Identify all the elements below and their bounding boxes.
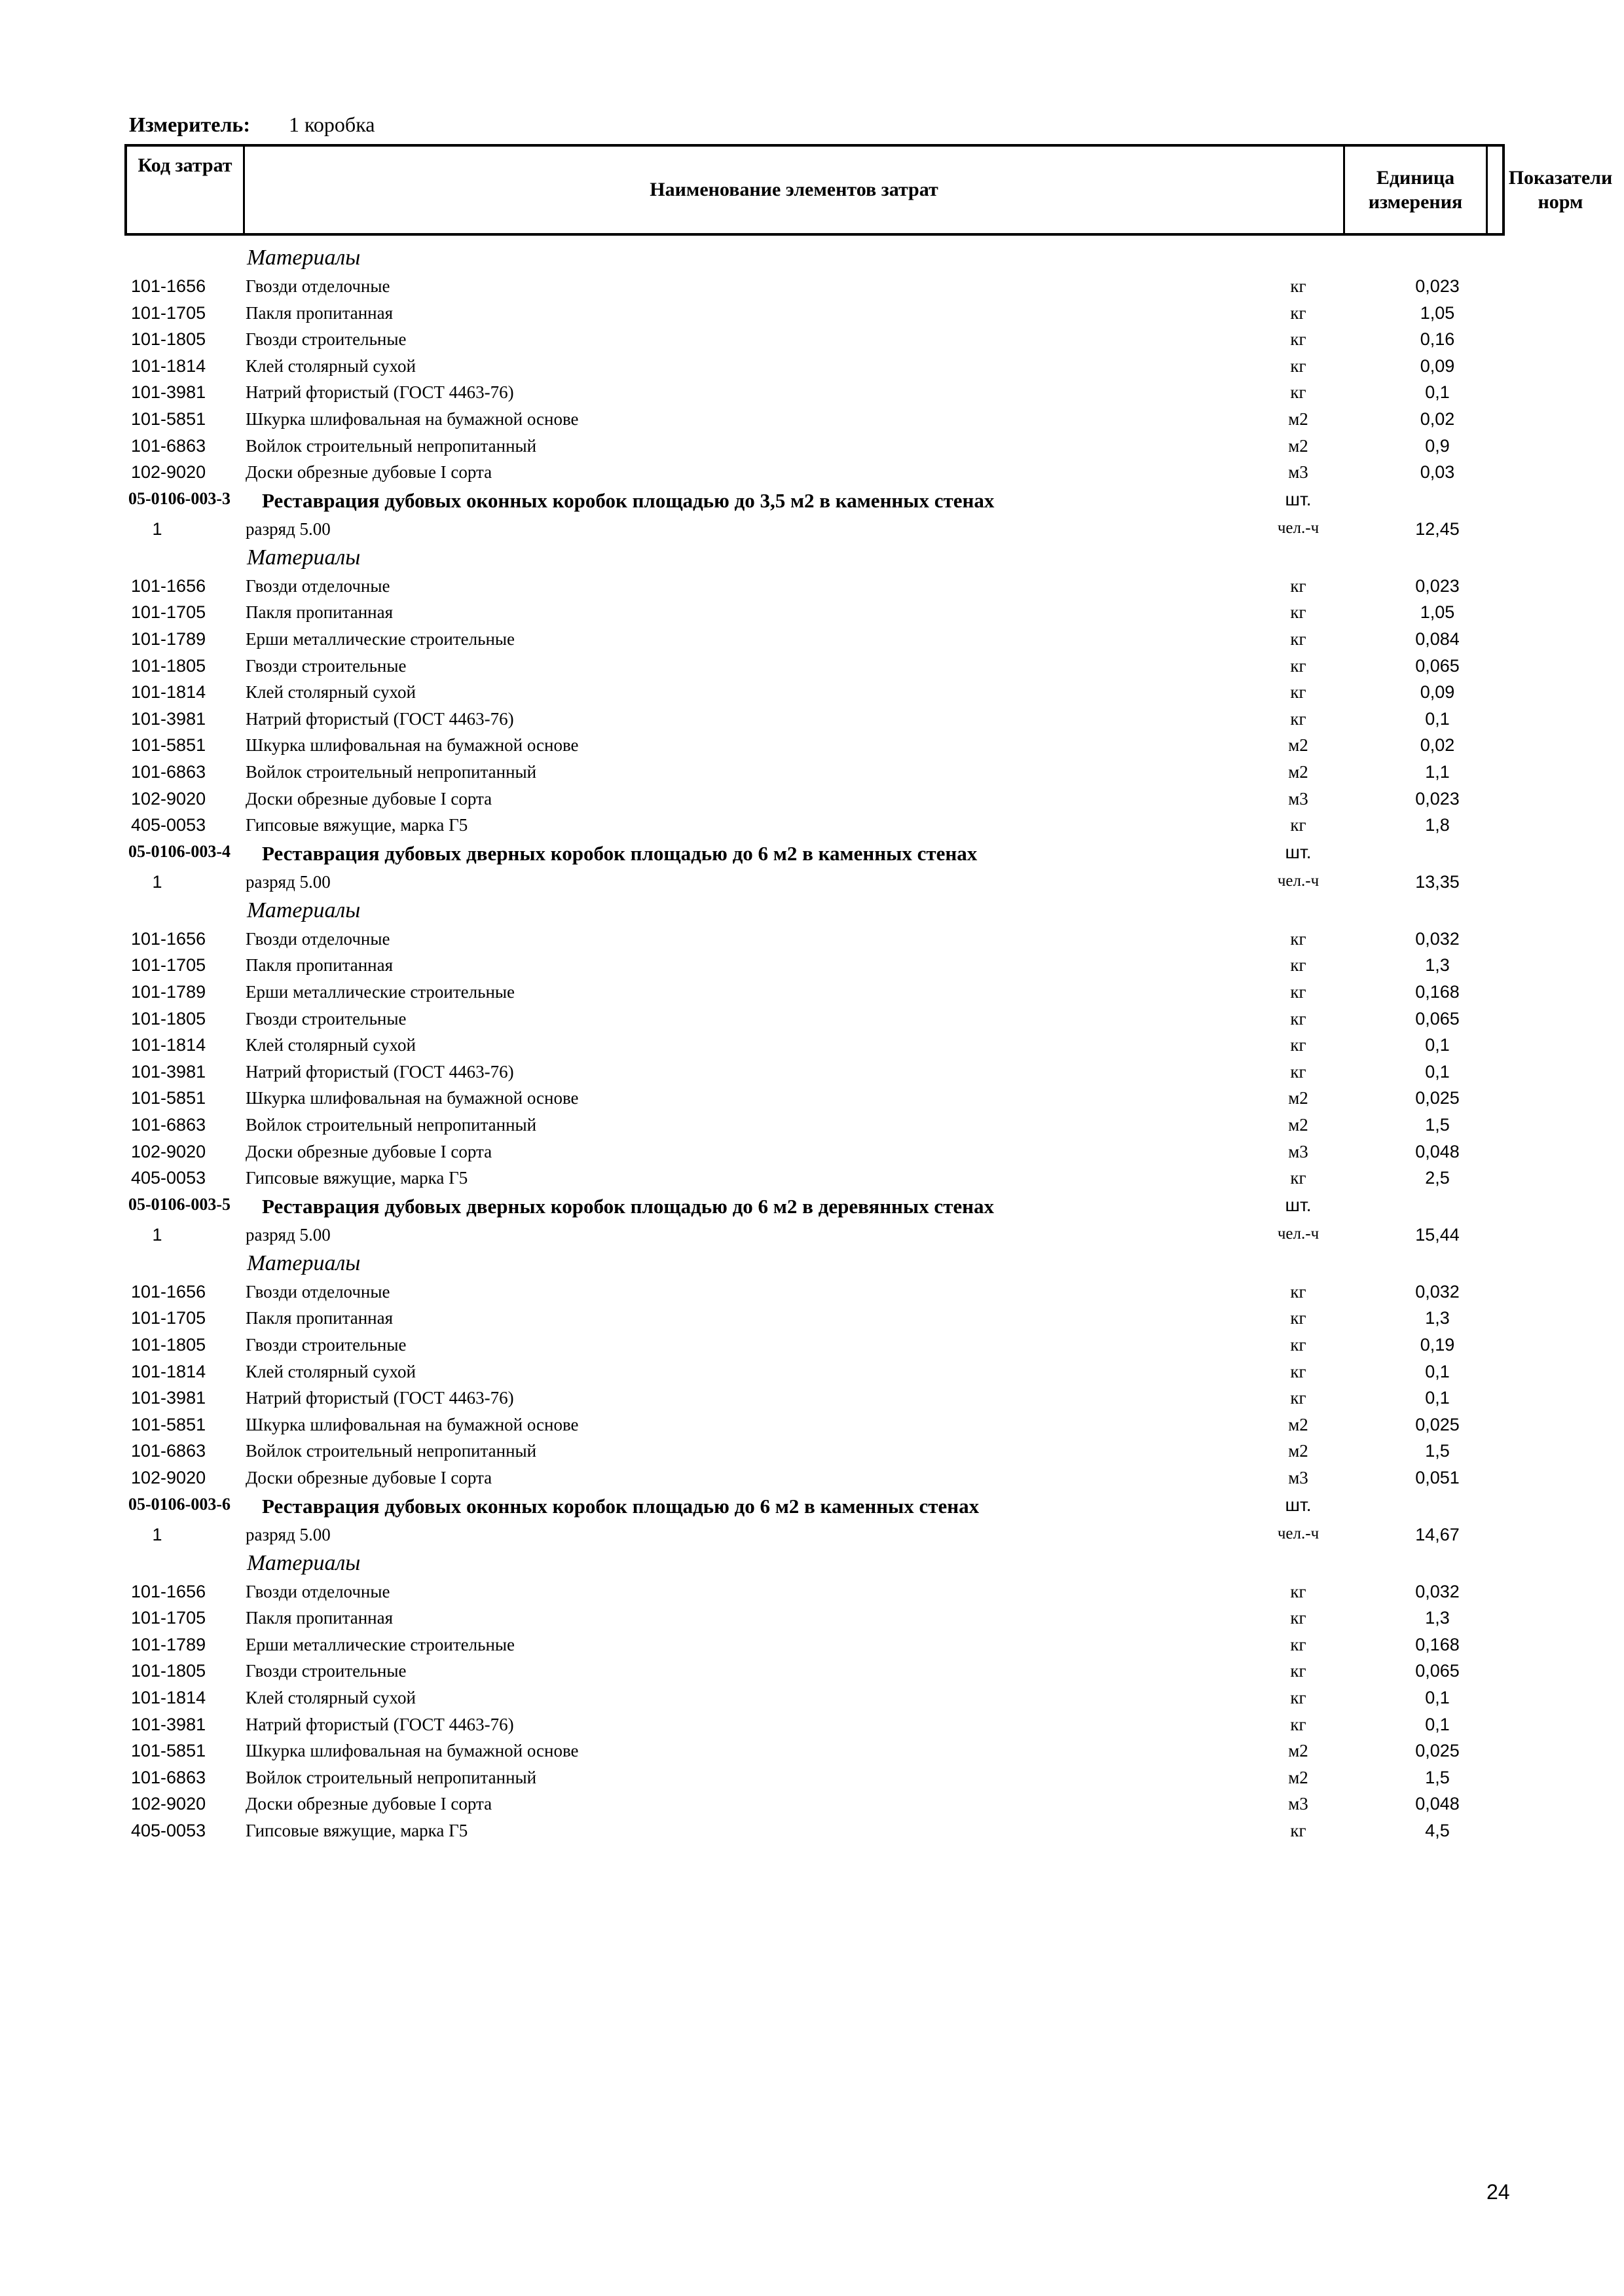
material-name: Войлок строительный непропитанный xyxy=(246,435,537,456)
material-unit: кг xyxy=(1290,329,1306,350)
estimate-code: 05-0106-003-6 xyxy=(128,1494,231,1514)
material-code: 101-1705 xyxy=(131,602,206,623)
material-value: 0,1 xyxy=(1425,1061,1450,1082)
estimate-code: 05-0106-003-4 xyxy=(128,841,231,861)
header-code: Код затрат xyxy=(127,147,245,233)
material-unit: кг xyxy=(1290,1168,1306,1188)
material-name: Гипсовые вяжущие, марка Г5 xyxy=(246,1168,468,1188)
material-code: 102-9020 xyxy=(131,462,206,483)
material-value: 0,065 xyxy=(1415,1008,1460,1029)
material-value: 0,1 xyxy=(1425,382,1450,403)
material-value: 0,09 xyxy=(1420,682,1455,702)
material-row xyxy=(0,1635,1624,1661)
material-code: 101-6863 xyxy=(131,1767,206,1787)
material-row xyxy=(0,1282,1624,1308)
material-name: Ерши металлические строительные xyxy=(246,1634,515,1654)
materials-section-title: Материалы xyxy=(247,1250,361,1275)
material-unit: м3 xyxy=(1288,1141,1308,1161)
estimate-title: Реставрация дубовых дверных коробок площадью до 6 м2 в каменных стенах xyxy=(262,841,978,865)
material-code: 102-9020 xyxy=(131,788,206,809)
material-name: Ерши металлические строительные xyxy=(246,982,515,1002)
material-code: 101-1814 xyxy=(131,1361,206,1381)
estimate-unit: шт. xyxy=(1285,488,1312,509)
material-row xyxy=(0,276,1624,302)
meter-label: Измеритель: xyxy=(129,113,250,136)
material-code: 101-5851 xyxy=(131,1741,206,1761)
material-name: Клей столярный сухой xyxy=(246,1361,416,1381)
material-row xyxy=(0,356,1624,382)
material-value: 0,1 xyxy=(1425,708,1450,729)
material-unit: кг xyxy=(1290,708,1306,729)
header-unit-line2: измерения xyxy=(1368,191,1463,213)
material-row xyxy=(0,1688,1624,1714)
estimate-title: Реставрация дубовых дверных коробок площадью до 6 м2 в деревянных стенах xyxy=(262,1194,994,1218)
material-name: Шкурка шлифовальная на бумажной основе xyxy=(246,1741,579,1761)
worker-row xyxy=(0,872,1624,898)
material-name: Пакля пропитанная xyxy=(246,302,394,323)
material-value: 1,3 xyxy=(1425,1308,1450,1328)
estimate-code: 05-0106-003-3 xyxy=(128,488,231,508)
material-value: 0,9 xyxy=(1425,435,1450,456)
material-name: Натрий фтористый (ГОСТ 4463-76) xyxy=(246,1714,514,1734)
material-unit: кг xyxy=(1290,1608,1306,1628)
material-name: Гвозди отделочные xyxy=(246,575,390,596)
material-unit: кг xyxy=(1290,982,1306,1002)
material-unit: кг xyxy=(1290,302,1306,323)
material-name: Войлок строительный непропитанный xyxy=(246,1441,537,1461)
material-value: 1,1 xyxy=(1425,762,1450,782)
material-code: 101-6863 xyxy=(131,1115,206,1135)
material-code: 102-9020 xyxy=(131,1794,206,1814)
material-code: 101-5851 xyxy=(131,409,206,429)
materials-section-title: Материалы xyxy=(247,1550,361,1575)
material-code: 102-9020 xyxy=(131,1141,206,1161)
material-unit: м2 xyxy=(1288,409,1308,429)
estimate-unit: шт. xyxy=(1285,841,1312,862)
material-code: 101-1656 xyxy=(131,928,206,949)
material-unit: м2 xyxy=(1288,1088,1308,1108)
material-row xyxy=(0,1168,1624,1194)
estimate-unit: шт. xyxy=(1285,1194,1312,1215)
material-value: 0,1 xyxy=(1425,1388,1450,1408)
material-code: 101-3981 xyxy=(131,1061,206,1082)
material-row xyxy=(0,1715,1624,1741)
material-name: Гвозди строительные xyxy=(246,1008,407,1029)
material-code: 101-1705 xyxy=(131,1308,206,1328)
material-value: 1,3 xyxy=(1425,1608,1450,1628)
material-row xyxy=(0,735,1624,761)
material-row xyxy=(0,762,1624,788)
material-code: 101-1789 xyxy=(131,982,206,1002)
material-code: 101-1656 xyxy=(131,575,206,596)
material-row xyxy=(0,1794,1624,1820)
estimate-row xyxy=(0,489,1624,515)
material-unit: м2 xyxy=(1288,1741,1308,1761)
worker-value: 14,67 xyxy=(1415,1524,1460,1544)
material-row xyxy=(0,602,1624,629)
worker-value: 13,35 xyxy=(1415,871,1460,892)
material-name: Доски обрезные дубовые I сорта xyxy=(246,1794,492,1814)
meter-value: 1 коробка xyxy=(289,113,375,136)
material-value: 0,1 xyxy=(1425,1688,1450,1707)
material-unit: м3 xyxy=(1288,1794,1308,1814)
material-code: 101-1656 xyxy=(131,276,206,296)
material-name: Натрий фтористый (ГОСТ 4463-76) xyxy=(246,1061,514,1082)
material-code: 101-1805 xyxy=(131,329,206,350)
worker-unit: чел.-ч xyxy=(1277,519,1320,537)
material-row xyxy=(0,1821,1624,1847)
material-name: Клей столярный сухой xyxy=(246,1035,416,1055)
material-unit: м2 xyxy=(1288,435,1308,456)
material-code: 101-5851 xyxy=(131,735,206,756)
material-value: 0,168 xyxy=(1415,1634,1460,1654)
material-row xyxy=(0,1582,1624,1608)
material-unit: м2 xyxy=(1288,1441,1308,1461)
material-row xyxy=(0,1768,1624,1794)
material-value: 0,03 xyxy=(1420,462,1455,483)
material-code: 101-1705 xyxy=(131,302,206,323)
material-name: Шкурка шлифовальная на бумажной основе xyxy=(246,1088,579,1108)
material-code: 101-6863 xyxy=(131,1441,206,1461)
worker-code: 1 xyxy=(152,871,162,892)
page-number: 24 xyxy=(1486,2180,1510,2204)
material-unit: кг xyxy=(1290,928,1306,949)
material-name: Ерши металлические строительные xyxy=(246,629,515,649)
material-unit: м2 xyxy=(1288,735,1308,756)
worker-code: 1 xyxy=(152,1224,162,1245)
material-code: 101-3981 xyxy=(131,708,206,729)
material-row xyxy=(0,789,1624,815)
material-name: Гвозди отделочные xyxy=(246,1281,390,1302)
material-value: 0,19 xyxy=(1420,1335,1455,1355)
material-code: 101-5851 xyxy=(131,1088,206,1108)
material-row xyxy=(0,656,1624,682)
material-unit: кг xyxy=(1290,1035,1306,1055)
header-unit xyxy=(1345,147,1488,233)
material-value: 1,5 xyxy=(1425,1767,1450,1787)
material-code: 101-1814 xyxy=(131,1688,206,1707)
material-value: 0,048 xyxy=(1415,1141,1460,1161)
material-name: Шкурка шлифовальная на бумажной основе xyxy=(246,735,579,756)
material-row xyxy=(0,409,1624,435)
material-unit: кг xyxy=(1290,382,1306,403)
worker-grade: разряд 5.00 xyxy=(246,1224,331,1245)
worker-grade: разряд 5.00 xyxy=(246,871,331,892)
material-name: Войлок строительный непропитанный xyxy=(246,1115,537,1135)
material-unit: кг xyxy=(1290,1335,1306,1355)
material-value: 0,02 xyxy=(1420,735,1455,756)
worker-value: 12,45 xyxy=(1415,519,1460,539)
material-unit: кг xyxy=(1290,355,1306,376)
worker-unit: чел.-ч xyxy=(1277,1524,1320,1542)
material-row xyxy=(0,1468,1624,1494)
material-unit: м3 xyxy=(1288,462,1308,483)
estimate-row xyxy=(0,1195,1624,1221)
material-name: Гвозди отделочные xyxy=(246,276,390,296)
material-row xyxy=(0,629,1624,655)
material-name: Пакля пропитанная xyxy=(246,1308,394,1328)
material-name: Пакля пропитанная xyxy=(246,1608,394,1628)
header-norm-line1: Показатели xyxy=(1508,166,1613,189)
material-value: 1,5 xyxy=(1425,1441,1450,1461)
material-name: Доски обрезные дубовые I сорта xyxy=(246,788,492,809)
material-code: 101-1814 xyxy=(131,1035,206,1055)
material-value: 0,1 xyxy=(1425,1714,1450,1734)
material-name: Пакля пропитанная xyxy=(246,955,394,975)
material-code: 101-1789 xyxy=(131,1634,206,1654)
material-code: 101-1705 xyxy=(131,955,206,975)
estimate-row xyxy=(0,842,1624,868)
material-unit: кг xyxy=(1290,276,1306,296)
material-name: Шкурка шлифовальная на бумажной основе xyxy=(246,1414,579,1434)
material-row xyxy=(0,1088,1624,1114)
material-unit: кг xyxy=(1290,815,1306,835)
worker-value: 15,44 xyxy=(1415,1224,1460,1245)
material-row xyxy=(0,1608,1624,1634)
material-row xyxy=(0,709,1624,735)
worker-code: 1 xyxy=(152,519,162,539)
material-code: 101-3981 xyxy=(131,1388,206,1408)
material-code: 101-3981 xyxy=(131,1714,206,1734)
material-row xyxy=(0,382,1624,409)
material-unit: кг xyxy=(1290,1581,1306,1601)
material-row xyxy=(0,576,1624,602)
material-row xyxy=(0,462,1624,488)
material-name: Натрий фтористый (ГОСТ 4463-76) xyxy=(246,1388,514,1408)
material-value: 1,8 xyxy=(1425,815,1450,835)
material-value: 0,1 xyxy=(1425,1035,1450,1055)
material-code: 101-6863 xyxy=(131,435,206,456)
material-row xyxy=(0,1661,1624,1687)
material-row xyxy=(0,682,1624,708)
material-value: 0,023 xyxy=(1415,788,1460,809)
material-row xyxy=(0,1115,1624,1141)
material-unit: кг xyxy=(1290,655,1306,676)
worker-row xyxy=(0,1225,1624,1251)
material-code: 101-1814 xyxy=(131,355,206,376)
material-value: 0,168 xyxy=(1415,982,1460,1002)
worker-grade: разряд 5.00 xyxy=(246,1524,331,1544)
material-unit: м2 xyxy=(1288,762,1308,782)
material-name: Шкурка шлифовальная на бумажной основе xyxy=(246,409,579,429)
material-code: 101-1814 xyxy=(131,682,206,702)
material-value: 0,025 xyxy=(1415,1741,1460,1761)
material-name: Войлок строительный непропитанный xyxy=(246,762,537,782)
material-code: 405-0053 xyxy=(131,1168,206,1188)
material-value: 1,05 xyxy=(1420,302,1455,323)
material-row xyxy=(0,1441,1624,1467)
material-row xyxy=(0,1308,1624,1334)
material-row xyxy=(0,982,1624,1008)
material-name: Доски обрезные дубовые I сорта xyxy=(246,1468,492,1487)
material-name: Гипсовые вяжущие, марка Г5 xyxy=(246,815,468,835)
material-name: Гвозди отделочные xyxy=(246,928,390,949)
worker-grade: разряд 5.00 xyxy=(246,519,331,539)
material-code: 101-1656 xyxy=(131,1281,206,1302)
material-value: 0,02 xyxy=(1420,409,1455,429)
material-value: 0,084 xyxy=(1415,629,1460,649)
estimate-title: Реставрация дубовых оконных коробок площадью до 6 м2 в каменных стенах xyxy=(262,1494,980,1518)
material-value: 0,032 xyxy=(1415,928,1460,949)
material-row xyxy=(0,955,1624,981)
material-name: Клей столярный сухой xyxy=(246,1688,416,1707)
material-row xyxy=(0,303,1624,329)
material-code: 101-1805 xyxy=(131,1008,206,1029)
material-row xyxy=(0,1062,1624,1088)
material-value: 0,023 xyxy=(1415,276,1460,296)
materials-section-title: Материалы xyxy=(247,545,361,570)
material-unit: кг xyxy=(1290,682,1306,702)
material-code: 101-1705 xyxy=(131,1608,206,1628)
material-row xyxy=(0,1741,1624,1767)
material-value: 2,5 xyxy=(1425,1168,1450,1188)
material-unit: кг xyxy=(1290,1361,1306,1381)
material-value: 0,032 xyxy=(1415,1281,1460,1302)
material-unit: м3 xyxy=(1288,788,1308,809)
material-row xyxy=(0,1142,1624,1168)
material-unit: м2 xyxy=(1288,1414,1308,1434)
material-code: 101-1789 xyxy=(131,629,206,649)
material-unit: м2 xyxy=(1288,1767,1308,1787)
material-name: Доски обрезные дубовые I сорта xyxy=(246,1141,492,1161)
material-unit: кг xyxy=(1290,629,1306,649)
material-unit: кг xyxy=(1290,602,1306,623)
material-code: 405-0053 xyxy=(131,1821,206,1840)
material-code: 101-5851 xyxy=(131,1414,206,1434)
material-value: 0,065 xyxy=(1415,1661,1460,1681)
material-name: Натрий фтористый (ГОСТ 4463-76) xyxy=(246,382,514,403)
material-name: Доски обрезные дубовые I сорта xyxy=(246,462,492,483)
material-value: 0,025 xyxy=(1415,1414,1460,1434)
material-name: Пакля пропитанная xyxy=(246,602,394,623)
material-value: 0,065 xyxy=(1415,655,1460,676)
material-unit: кг xyxy=(1290,1634,1306,1654)
material-name: Гвозди строительные xyxy=(246,1661,407,1681)
material-unit: м3 xyxy=(1288,1468,1308,1487)
material-code: 405-0053 xyxy=(131,815,206,835)
material-unit: кг xyxy=(1290,1308,1306,1328)
table-header xyxy=(124,144,1613,236)
material-value: 0,048 xyxy=(1415,1794,1460,1814)
material-row xyxy=(0,1335,1624,1361)
material-name: Клей столярный сухой xyxy=(246,682,416,702)
header-norm xyxy=(1488,147,1624,233)
material-unit: кг xyxy=(1290,1714,1306,1734)
material-row xyxy=(0,1388,1624,1414)
material-code: 101-1805 xyxy=(131,1661,206,1681)
worker-code: 1 xyxy=(152,1524,162,1544)
material-value: 0,051 xyxy=(1415,1468,1460,1487)
material-name: Войлок строительный непропитанный xyxy=(246,1767,537,1787)
material-row xyxy=(0,1035,1624,1061)
material-unit: кг xyxy=(1290,955,1306,975)
estimate-code: 05-0106-003-5 xyxy=(128,1194,231,1214)
material-value: 1,3 xyxy=(1425,955,1450,975)
material-value: 0,032 xyxy=(1415,1581,1460,1601)
material-unit: кг xyxy=(1290,1281,1306,1302)
material-unit: кг xyxy=(1290,1008,1306,1029)
material-value: 0,1 xyxy=(1425,1361,1450,1381)
material-unit: м2 xyxy=(1288,1115,1308,1135)
material-code: 101-1805 xyxy=(131,655,206,676)
material-name: Клей столярный сухой xyxy=(246,355,416,376)
material-name: Гвозди строительные xyxy=(246,1335,407,1355)
material-name: Гипсовые вяжущие, марка Г5 xyxy=(246,1821,468,1840)
material-value: 0,025 xyxy=(1415,1088,1460,1108)
estimate-row xyxy=(0,1495,1624,1521)
material-value: 4,5 xyxy=(1425,1821,1450,1840)
material-unit: кг xyxy=(1290,1821,1306,1840)
worker-row xyxy=(0,519,1624,545)
material-row xyxy=(0,1415,1624,1441)
material-code: 101-1656 xyxy=(131,1581,206,1601)
material-value: 1,05 xyxy=(1420,602,1455,623)
worker-unit: чел.-ч xyxy=(1277,871,1320,890)
estimate-title: Реставрация дубовых оконных коробок площадью до 3,5 м2 в каменных стенах xyxy=(262,488,995,512)
material-name: Натрий фтористый (ГОСТ 4463-76) xyxy=(246,708,514,729)
material-row xyxy=(0,1362,1624,1388)
materials-section-title: Материалы xyxy=(247,246,361,270)
material-row xyxy=(0,815,1624,841)
material-name: Гвозди строительные xyxy=(246,655,407,676)
estimate-unit: шт. xyxy=(1285,1494,1312,1515)
worker-unit: чел.-ч xyxy=(1277,1224,1320,1243)
header-name: Наименование элементов затрат xyxy=(245,147,1345,233)
material-unit: кг xyxy=(1290,1661,1306,1681)
material-row xyxy=(0,329,1624,355)
material-value: 0,023 xyxy=(1415,575,1460,596)
material-value: 0,09 xyxy=(1420,355,1455,376)
material-row xyxy=(0,436,1624,462)
material-unit: кг xyxy=(1290,575,1306,596)
material-value: 1,5 xyxy=(1425,1115,1450,1135)
material-row xyxy=(0,1009,1624,1035)
material-name: Гвозди строительные xyxy=(246,329,407,350)
material-unit: кг xyxy=(1290,1688,1306,1707)
material-value: 0,16 xyxy=(1420,329,1455,350)
worker-row xyxy=(0,1525,1624,1551)
material-code: 101-3981 xyxy=(131,382,206,403)
header-unit-line1: Единица xyxy=(1376,166,1455,189)
material-code: 101-6863 xyxy=(131,762,206,782)
materials-section-title: Материалы xyxy=(247,898,361,922)
material-row xyxy=(0,929,1624,955)
material-unit: кг xyxy=(1290,1061,1306,1082)
material-name: Гвозди отделочные xyxy=(246,1581,390,1601)
header-norm-line2: норм xyxy=(1538,191,1583,213)
material-code: 101-1805 xyxy=(131,1335,206,1355)
material-code: 102-9020 xyxy=(131,1468,206,1487)
material-unit: кг xyxy=(1290,1388,1306,1408)
